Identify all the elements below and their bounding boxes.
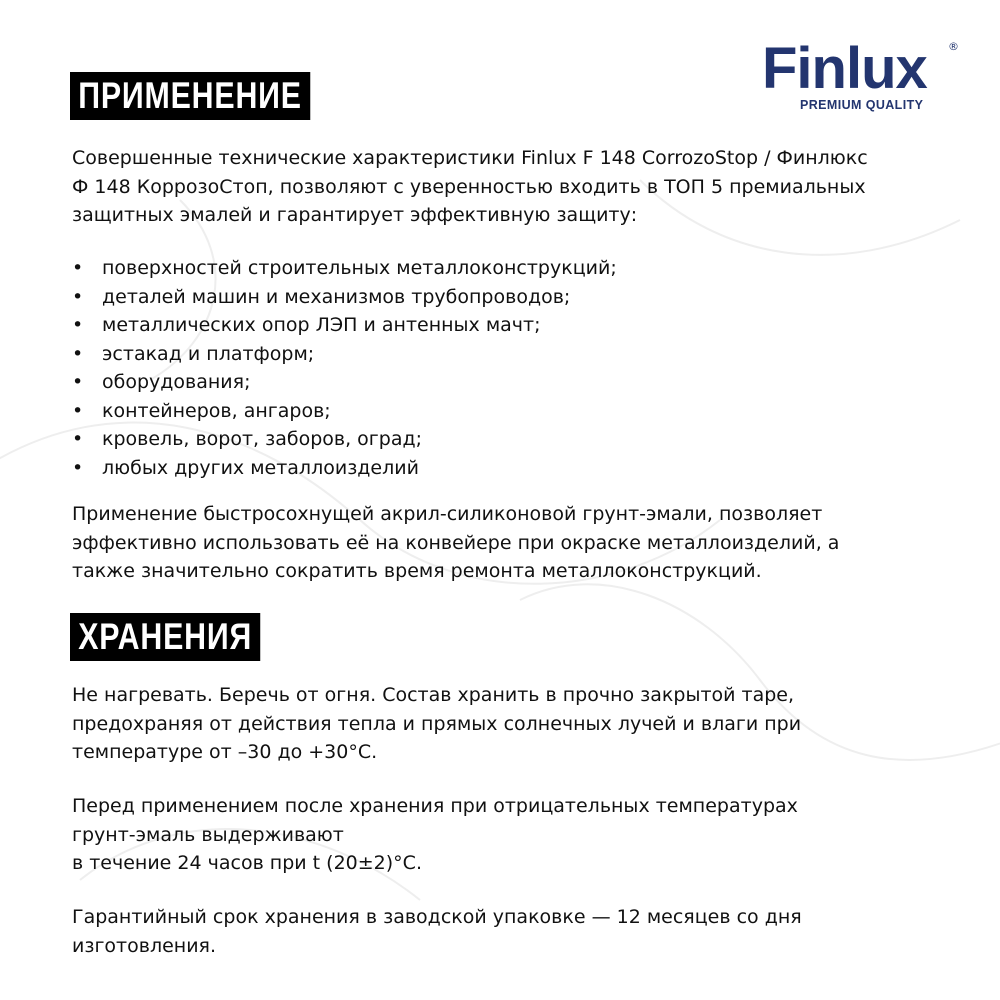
list-item-text: контейнеров, ангаров; <box>102 399 331 422</box>
application-outro: Применение быстросохнущей акрил-силиконовой грунт-эмали, позволяет эффективно использовать её на конвейере при окраске металлоизделий, а также значительно сократить время ремонта металлоконструкций. <box>72 503 840 582</box>
list-item-text: эстакад и платформ; <box>102 342 315 365</box>
heading-storage: ХРАНЕНИЯ <box>70 613 260 661</box>
list-item-text: металлических опор ЛЭП и антенных мачт; <box>102 314 541 336</box>
list-item <box>72 425 617 454</box>
logo-tagline: PREMIUM QUALITY <box>800 98 924 112</box>
bullet-icon: • <box>72 285 84 308</box>
storage-conditions: Не нагревать. Беречь от огня. Состав хранить в прочно закрытой таре, предохраняя от действия тепла и прямых солнечных лучей и влаги при температуре от –30 до +30°С. <box>72 684 802 763</box>
application-intro: Совершенные технические характеристики Finlux F 148 CorrozoStop / Финлюкс Ф 148 КоррозоСтоп, позволяют с уверенностью входить в ТОП 5 премиальных защитных эмалей и гарантирует эффективную защиту: <box>72 147 868 226</box>
list-item <box>72 283 617 312</box>
bullet-icon: • <box>72 342 84 365</box>
bullet-icon: • <box>72 371 84 393</box>
bullet-icon: • <box>72 428 84 450</box>
list-item <box>72 397 617 426</box>
list-item-text: оборудования; <box>102 371 251 393</box>
bullet-icon: • <box>72 314 84 336</box>
storage-warranty: Гарантийный срок хранения в заводской упаковке — 12 месяцев со дня изготовления. <box>72 906 802 957</box>
storage-cold-note: Перед применением после хранения при отрицательных температурах грунт-эмаль выдерживают в течение 24 часов при t (20±2)°С. <box>72 795 798 874</box>
list-item-text: кровель, ворот, заборов, оград; <box>102 428 423 450</box>
list-item <box>72 454 617 483</box>
list-item-text: деталей машин и механизмов трубопроводов; <box>102 285 571 308</box>
logo-wordmark: Finlux <box>762 36 927 101</box>
list-item <box>72 340 617 369</box>
bullet-icon: • <box>72 456 84 479</box>
list-item <box>72 254 617 283</box>
list-item <box>72 368 617 397</box>
bullet-icon: • <box>72 399 84 422</box>
list-item-text: поверхностей строительных металлоконструкций; <box>102 257 617 279</box>
list-item-text: любых других металлоизделий <box>102 456 419 479</box>
bullet-icon: • <box>72 257 84 279</box>
finlux-logo <box>762 38 962 118</box>
registered-mark: ® <box>948 40 959 53</box>
list-item <box>72 311 617 340</box>
heading-application: ПРИМЕНЕНИЕ <box>70 72 310 120</box>
application-list <box>72 254 617 482</box>
